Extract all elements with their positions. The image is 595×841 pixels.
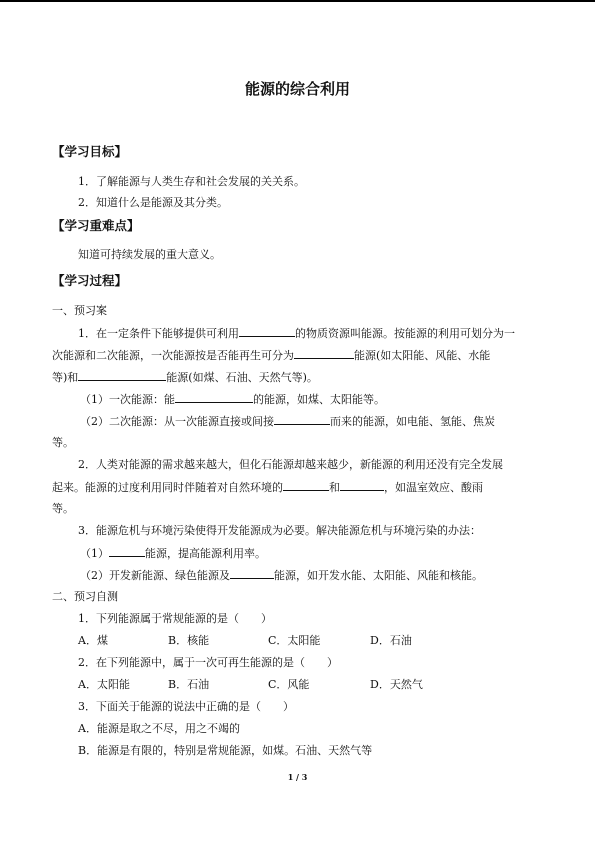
question-2: 2．在下列能源中，属于一次可再生能源的是（ ）: [78, 656, 338, 669]
text: 起来。能源的过度利用同时伴随着对自然环境的: [52, 481, 283, 494]
blank-line: [230, 567, 274, 579]
blank-line: [239, 325, 295, 337]
text: 能源，提高能源利用率。: [145, 547, 266, 560]
question-2-option-a: A．太阳能: [78, 678, 130, 691]
secondary-energy-item: [80, 413, 495, 430]
text: （2）二次能源：从一次能源直接或间接: [80, 415, 274, 428]
question-3-option-b: B．能源是有限的，特别是常规能源，如煤。石油、天然气等: [78, 744, 373, 757]
heading-learning-goals: 【学习目标】: [52, 144, 128, 159]
preview-paragraph-2-line-3: 等。: [52, 502, 74, 515]
heading-learning-process: 【学习过程】: [52, 273, 128, 288]
question-2-option-d: D．天然气: [370, 678, 423, 691]
question-3: 3．下面关于能源的说法中正确的是（ ）: [78, 700, 294, 713]
text: 的物质资源叫能源。按能源的利用可划分为一: [295, 327, 515, 340]
blank-line: [294, 347, 354, 359]
text: 能源(如太阳能、风能、水能: [354, 349, 491, 362]
document-title: 能源的综合利用: [244, 80, 350, 98]
goal-item-1: 1．了解能源与人类生存和社会发展的关关系。: [78, 175, 305, 188]
text: 的能源，如煤、太阳能等。: [253, 393, 385, 406]
preview-paragraph-1-line-3: [52, 369, 318, 386]
question-3-option-a: A．能源是取之不尽，用之不竭的: [78, 722, 240, 735]
solution-item-2: [80, 567, 483, 584]
primary-energy-item: [80, 391, 385, 408]
text: 能源，如开发水能、太阳能、风能和核能。: [274, 569, 483, 582]
blank-line: [340, 479, 384, 491]
question-2-option-c: C．风能: [268, 678, 310, 691]
text: （1）: [80, 547, 109, 560]
blank-line: [175, 391, 253, 403]
preview-paragraph-2-line-1: 2．人类对能源的需求越来越大，但化石能源却越来越少，新能源的利用还没有完全发展: [78, 458, 503, 471]
preview-paragraph-2-line-2: [52, 479, 483, 496]
question-1-option-b: B．核能: [168, 634, 210, 647]
page-number: 1 / 3: [287, 772, 308, 782]
blank-line: [283, 479, 329, 491]
preview-heading: 一、预习案: [52, 304, 107, 317]
question-1-option-a: A．煤: [78, 634, 108, 647]
blank-line: [78, 369, 166, 381]
text: 能源(如煤、石油、天然气等)。: [166, 371, 318, 384]
question-2-option-b: B．石油: [168, 678, 210, 691]
text: 次能源和二次能源，一次能源按是否能再生可分为: [52, 349, 294, 362]
text: 和: [329, 481, 340, 494]
preview-paragraph-1-line-1: [78, 325, 515, 342]
secondary-energy-item-end: 等。: [52, 436, 74, 449]
question-1-option-d: D．石油: [370, 634, 412, 647]
question-1: 1．下列能源属于常规能源的是（ ）: [78, 612, 272, 625]
heading-key-points: 【学习重难点】: [52, 218, 140, 233]
blank-line: [274, 413, 330, 425]
text: （1）一次能源：能: [80, 393, 175, 406]
selftest-heading: 二、预习自测: [52, 590, 118, 603]
goal-item-2: 2．知道什么是能源及其分类。: [78, 196, 228, 209]
solution-item-1: [80, 545, 266, 562]
text: （2）开发新能源、绿色能源及: [80, 569, 230, 582]
key-point-1: 知道可持续发展的重大意义。: [78, 248, 221, 261]
text: 1．在一定条件下能够提供可利用: [78, 327, 239, 340]
text: ，如温室效应、酸雨: [384, 481, 483, 494]
question-1-option-c: C．太阳能: [268, 634, 321, 647]
preview-paragraph-1-line-2: [52, 347, 490, 364]
preview-paragraph-3-line-1: 3．能源危机与环境污染使得开发能源成为必要。解决能源危机与环境污染的办法：: [78, 524, 481, 537]
text: 而来的能源，如电能、氢能、焦炭: [330, 415, 495, 428]
text: 等)和: [52, 371, 79, 384]
blank-line: [109, 545, 145, 557]
